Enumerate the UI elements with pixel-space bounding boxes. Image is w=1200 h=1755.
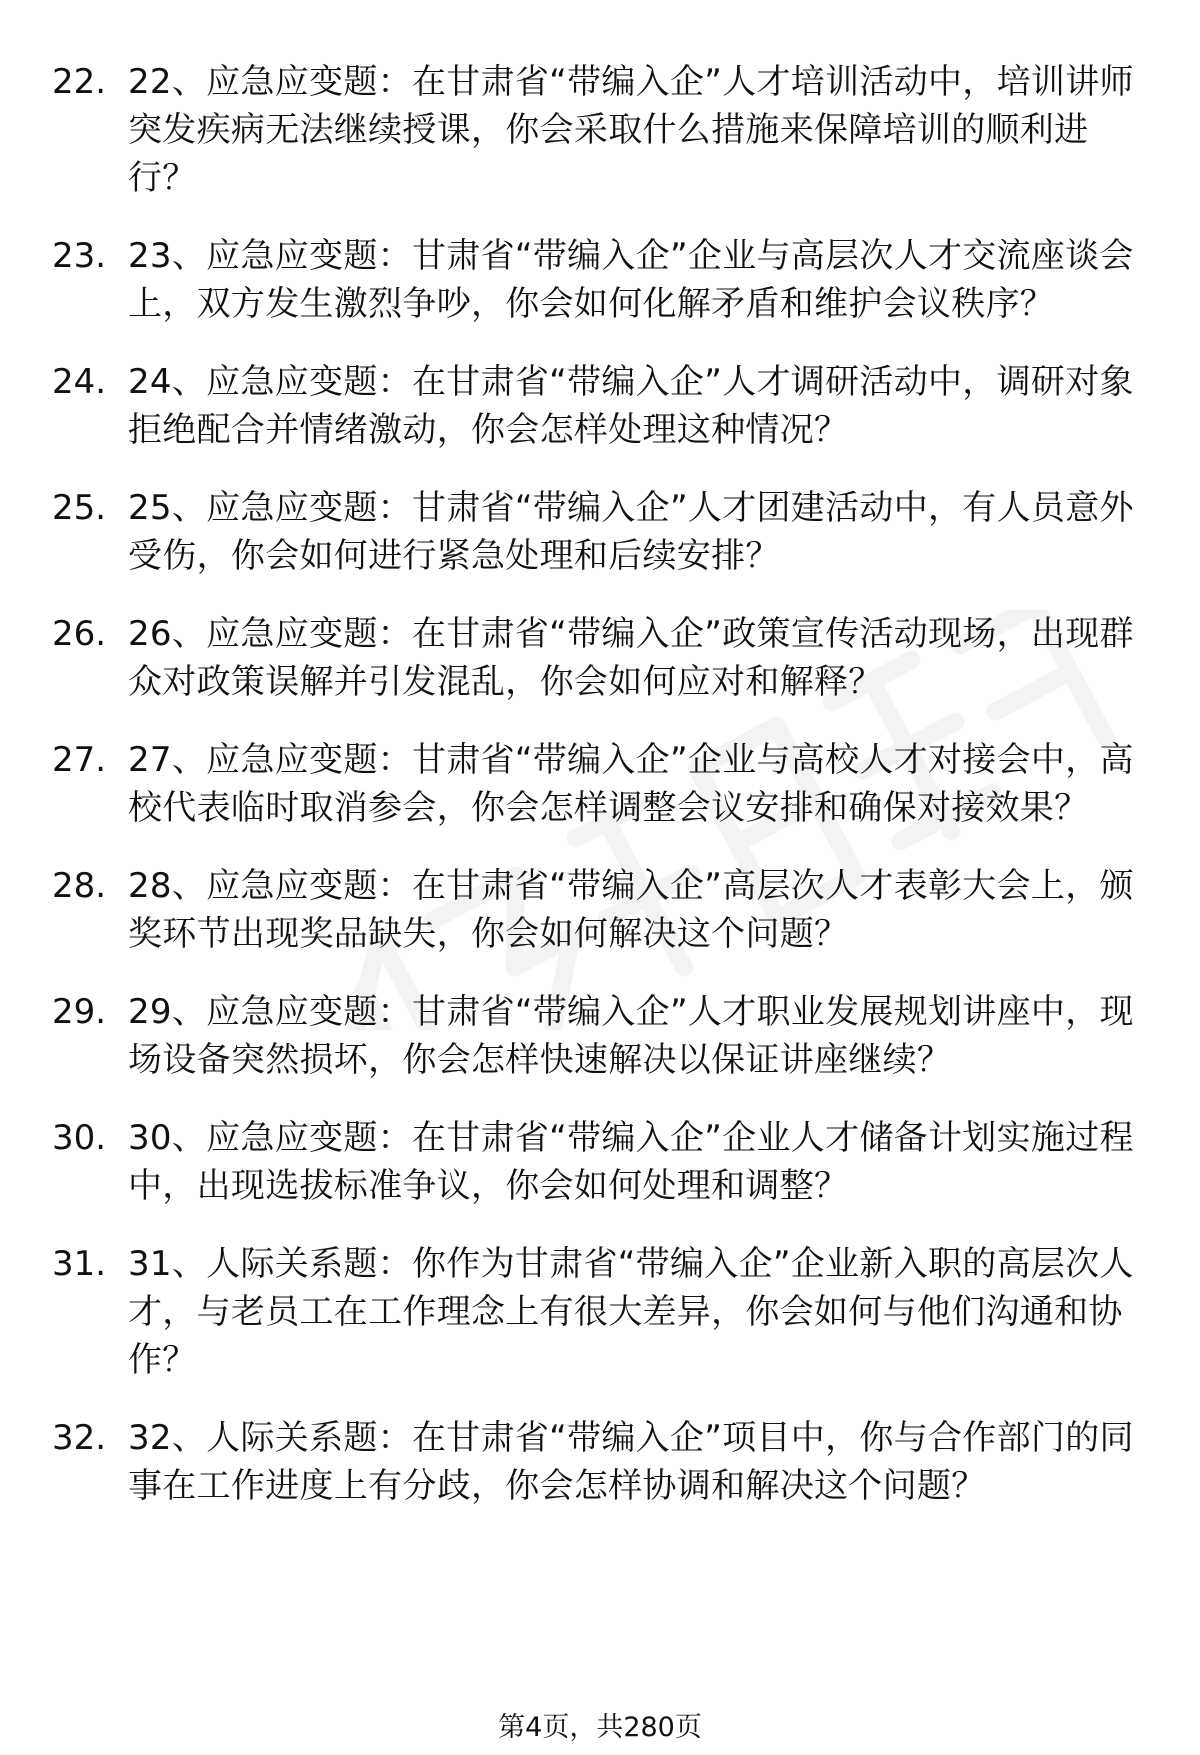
question-text: 22、应急应变题：在甘肃省“带编入企”人才培训活动中，培训讲师突发疾病无法继续授课，你会采取什么措施来保障培训的顺利进行？ <box>128 62 1134 198</box>
list-item <box>0 1240 1200 1384</box>
question-text: 25、应急应变题：甘肃省“带编入企”人才团建活动中，有人员意外受伤，你会如何进行紧急处理和后续安排？ <box>128 488 1134 576</box>
list-item <box>0 232 1200 328</box>
page-footer: 第4页，共280页 <box>498 1712 702 1743</box>
question-number: 31. <box>52 1244 107 1284</box>
question-text: 30、应急应变题：在甘肃省“带编入企”企业人才储备计划实施过程中，出现选拔标准争议，你会如何处理和调整？ <box>128 1118 1134 1206</box>
question-number: 28. <box>52 866 107 906</box>
question-list <box>0 58 1200 1540</box>
question-number: 27. <box>52 740 107 780</box>
question-text: 26、应急应变题：在甘肃省“带编入企”政策宣传活动现场，出现群众对政策误解并引发混乱，你会如何应对和解释？ <box>128 614 1134 702</box>
list-item <box>0 484 1200 580</box>
question-number: 30. <box>52 1118 107 1158</box>
question-number: 32. <box>52 1418 107 1458</box>
question-text: 27、应急应变题：甘肃省“带编入企”企业与高校人才对接会中，高校代表临时取消参会，你会怎样调整会议安排和确保对接效果？ <box>128 740 1134 828</box>
question-number: 24. <box>52 362 107 402</box>
list-item <box>0 1414 1200 1510</box>
list-item <box>0 58 1200 202</box>
question-text: 29、应急应变题：甘肃省“带编入企”人才职业发展规划讲座中，现场设备突然损坏，你会怎样快速解决以保证讲座继续？ <box>128 992 1134 1080</box>
question-number: 26. <box>52 614 107 654</box>
list-item <box>0 988 1200 1084</box>
list-item <box>0 358 1200 454</box>
question-number: 23. <box>52 236 107 276</box>
question-number: 25. <box>52 488 107 528</box>
question-text: 23、应急应变题：甘肃省“带编入企”企业与高层次人才交流座谈会上，双方发生激烈争吵，你会如何化解矛盾和维护会议秩序？ <box>128 236 1134 324</box>
list-item <box>0 862 1200 958</box>
list-item <box>0 610 1200 706</box>
question-number: 29. <box>52 992 107 1032</box>
list-item <box>0 1114 1200 1210</box>
question-text: 32、人际关系题：在甘肃省“带编入企”项目中，你与合作部门的同事在工作进度上有分歧，你会怎样协调和解决这个问题？ <box>128 1418 1134 1506</box>
question-text: 31、人际关系题：你作为甘肃省“带编入企”企业新入职的高层次人才，与老员工在工作理念上有很大差异，你会如何与他们沟通和协作？ <box>128 1244 1134 1380</box>
question-number: 22. <box>52 62 107 102</box>
question-text: 24、应急应变题：在甘肃省“带编入企”人才调研活动中，调研对象拒绝配合并情绪激动，你会怎样处理这种情况？ <box>128 362 1134 450</box>
question-text: 28、应急应变题：在甘肃省“带编入企”高层次人才表彰大会上，颁奖环节出现奖品缺失，你会如何解决这个问题？ <box>128 866 1134 954</box>
list-item <box>0 736 1200 832</box>
